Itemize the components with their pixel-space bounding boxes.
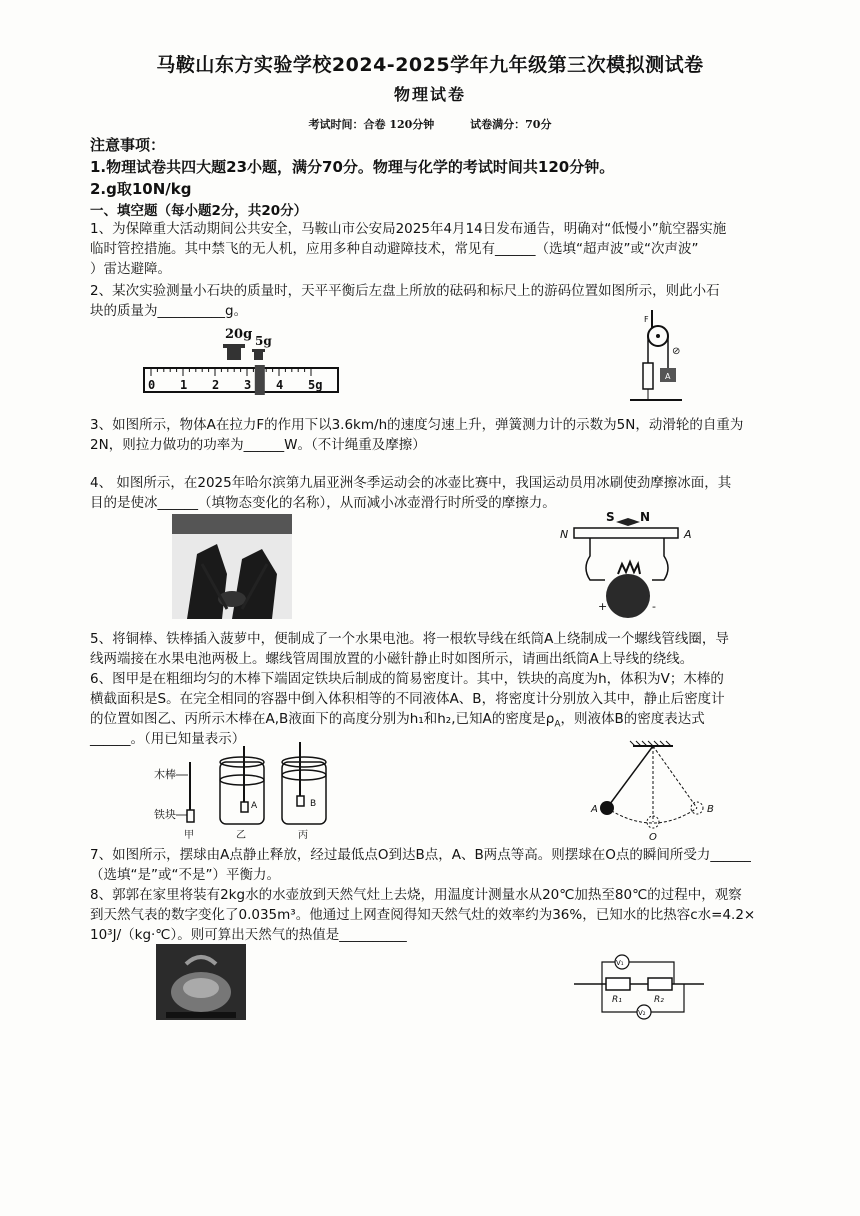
tick-label: 0 <box>148 378 156 392</box>
q1-line: 临时管控措施。其中禁飞的无人机，应用多种自动避障技术，常见有______（选填“超声波”或“次声波” <box>90 241 699 257</box>
resistor-r1 <box>606 978 630 990</box>
rider-marker <box>255 365 265 395</box>
exam-time: 考试时间：合卷 120分钟 <box>308 118 435 131</box>
svg-text:甲: 甲 <box>184 830 194 840</box>
svg-text:B: B <box>707 804 714 815</box>
spring-scale <box>643 363 653 389</box>
weight-5g-label: 5g <box>255 334 272 348</box>
svg-text:N: N <box>640 510 651 524</box>
curling-photo <box>172 514 292 619</box>
q8-line: 8、郭郭在家里将装有2kg水的水壶放到天然气灶上去烧，用温度计测量水从20℃加热至80℃的过程中，观察 <box>90 887 742 903</box>
exam-score: 试卷满分：70分 <box>470 118 552 131</box>
q1-line: 1、为保障重大活动期间公共安全，马鞍山市公安局2025年4月14日发布通告，明确对“低慢小”航空器实施 <box>90 221 727 237</box>
weight-5g-icon <box>254 351 263 360</box>
svg-text:A: A <box>591 804 598 815</box>
paper-tube <box>574 528 678 538</box>
tick-label: 5g <box>308 378 323 392</box>
pulley-figure <box>620 308 690 403</box>
svg-text:A: A <box>684 528 692 541</box>
section-heading: 一、填空题（每小题2分，共20分） <box>90 203 308 219</box>
svg-text:O: O <box>649 832 657 843</box>
notice-item-2: 2.g取10N/kg <box>90 180 192 198</box>
tick-label: 3 <box>244 378 252 392</box>
weight-20g-icon <box>227 346 241 360</box>
circuit-figure <box>574 944 704 1024</box>
svg-text:V₂: V₂ <box>638 1009 646 1017</box>
pendulum-figure <box>585 738 735 843</box>
container-a <box>220 762 264 824</box>
q3-line: 2N，则拉力做功的功率为______W。（不计绳重及摩擦） <box>90 437 426 453</box>
svg-text:乙: 乙 <box>236 830 246 840</box>
svg-text:铁块: 铁块 <box>154 808 176 821</box>
weight-20g-label: 20g <box>225 327 253 342</box>
q4-line: 目的是使冰______（填物态变化的名称），从而减小冰壶滑行时所受的摩擦力。 <box>90 495 556 511</box>
svg-text:R₁: R₁ <box>612 995 622 1005</box>
pineapple <box>606 574 650 618</box>
solenoid-figure <box>560 508 705 623</box>
svg-text:+: + <box>598 600 608 613</box>
q4-line: 4、 如图所示，在2025年哈尔滨第九届亚洲冬季运动会的冰壶比赛中，我国运动员用冰刷使劲摩擦冰面，其 <box>90 475 732 491</box>
q6-line: ______。（用已知量表示） <box>90 731 246 747</box>
q7-line: （选填“是”或“不是”）平衡力。 <box>90 867 280 883</box>
svg-text:F: F <box>644 315 649 324</box>
notice-item-1: 1.物理试卷共四大题23小题，满分70分。物理与化学的考试时间共120分钟。 <box>90 158 615 176</box>
compass-needle <box>616 518 640 526</box>
svg-text:A: A <box>251 801 258 811</box>
hydrometer-figure <box>152 740 337 840</box>
q6-line: 横截面积是S。在完全相同的容器中倒入体积相等的不同液体A、B，将密度计分别放入其中，静止后密度计 <box>90 691 725 707</box>
svg-text:S: S <box>606 510 615 524</box>
svg-text:木棒: 木棒 <box>154 768 176 781</box>
exam-subtitle: 物理试卷 <box>393 85 466 104</box>
q5-line: 5、将铜棒、铁棒插入菠萝中，便制成了一个水果电池。将一根软导线在纸筒A上绕制成一个螺线管线圈，导 <box>90 631 729 647</box>
q3-line: 3、如图所示，物体A在拉力F的作用下以3.6km/h的速度匀速上升，弹簧测力计的示数为5N，动滑轮的自重为 <box>90 417 744 433</box>
svg-text:B: B <box>310 799 317 809</box>
q1-line: ）雷达避障。 <box>90 261 171 277</box>
balance-figure <box>140 325 350 400</box>
tick-label: 4 <box>276 378 284 392</box>
q2-line: 2、某次实验测量小石块的质量时，天平平衡后左盘上所放的砝码和标尺上的游码位置如图所示，则此小石 <box>90 283 720 299</box>
notice-heading: 注意事项： <box>90 136 166 154</box>
q8-line: 到天然气表的数字变化了0.035m³。他通过上网查阅得知天然气灶的效率约为36%，已知水的比热容c水=4.2× <box>90 907 756 923</box>
kettle-photo <box>156 944 246 1020</box>
q8-line: 10³J/（kg·℃）。则可算出天然气的热值是__________ <box>90 927 407 943</box>
q2-line: 块的质量为__________g。 <box>90 303 248 319</box>
exam-title: 马鞍山东方实验学校2024-2025学年九年级第三次模拟测试卷 <box>156 54 704 76</box>
pendulum-ball <box>600 801 614 815</box>
tick-label: 2 <box>212 378 220 392</box>
q6-line: 的位置如图乙、丙所示木棒在A,B液面下的高度分别为h₁和h₂,已知A的密度是$\rho_A$，则液体B的密度表达式 <box>90 711 705 730</box>
q5-line: 线两端接在水果电池两极上。螺线管周围放置的小磁针静止时如图所示，请画出纸筒A上导线的绕线。 <box>90 651 694 667</box>
svg-text:丙: 丙 <box>298 830 308 840</box>
resistor-r2 <box>648 978 672 990</box>
svg-text:-: - <box>652 600 656 613</box>
svg-text:A: A <box>665 372 671 381</box>
exam-meta <box>0 116 860 132</box>
svg-text:R₂: R₂ <box>654 995 664 1005</box>
svg-text:⊘: ⊘ <box>672 346 681 357</box>
svg-text:N: N <box>560 528 569 541</box>
tick-label: 1 <box>180 378 188 392</box>
svg-text:V₁: V₁ <box>616 959 624 967</box>
q7-line: 7、如图所示，摆球由A点静止释放，经过最低点O到达B点，A、B两点等高。则摆球在O点的瞬间所受力______ <box>90 847 751 863</box>
q6-line: 6、图甲是在粗细均匀的木棒下端固定铁块后制成的简易密度计。其中，铁块的高度为h，体积为V；木棒的 <box>90 671 724 687</box>
